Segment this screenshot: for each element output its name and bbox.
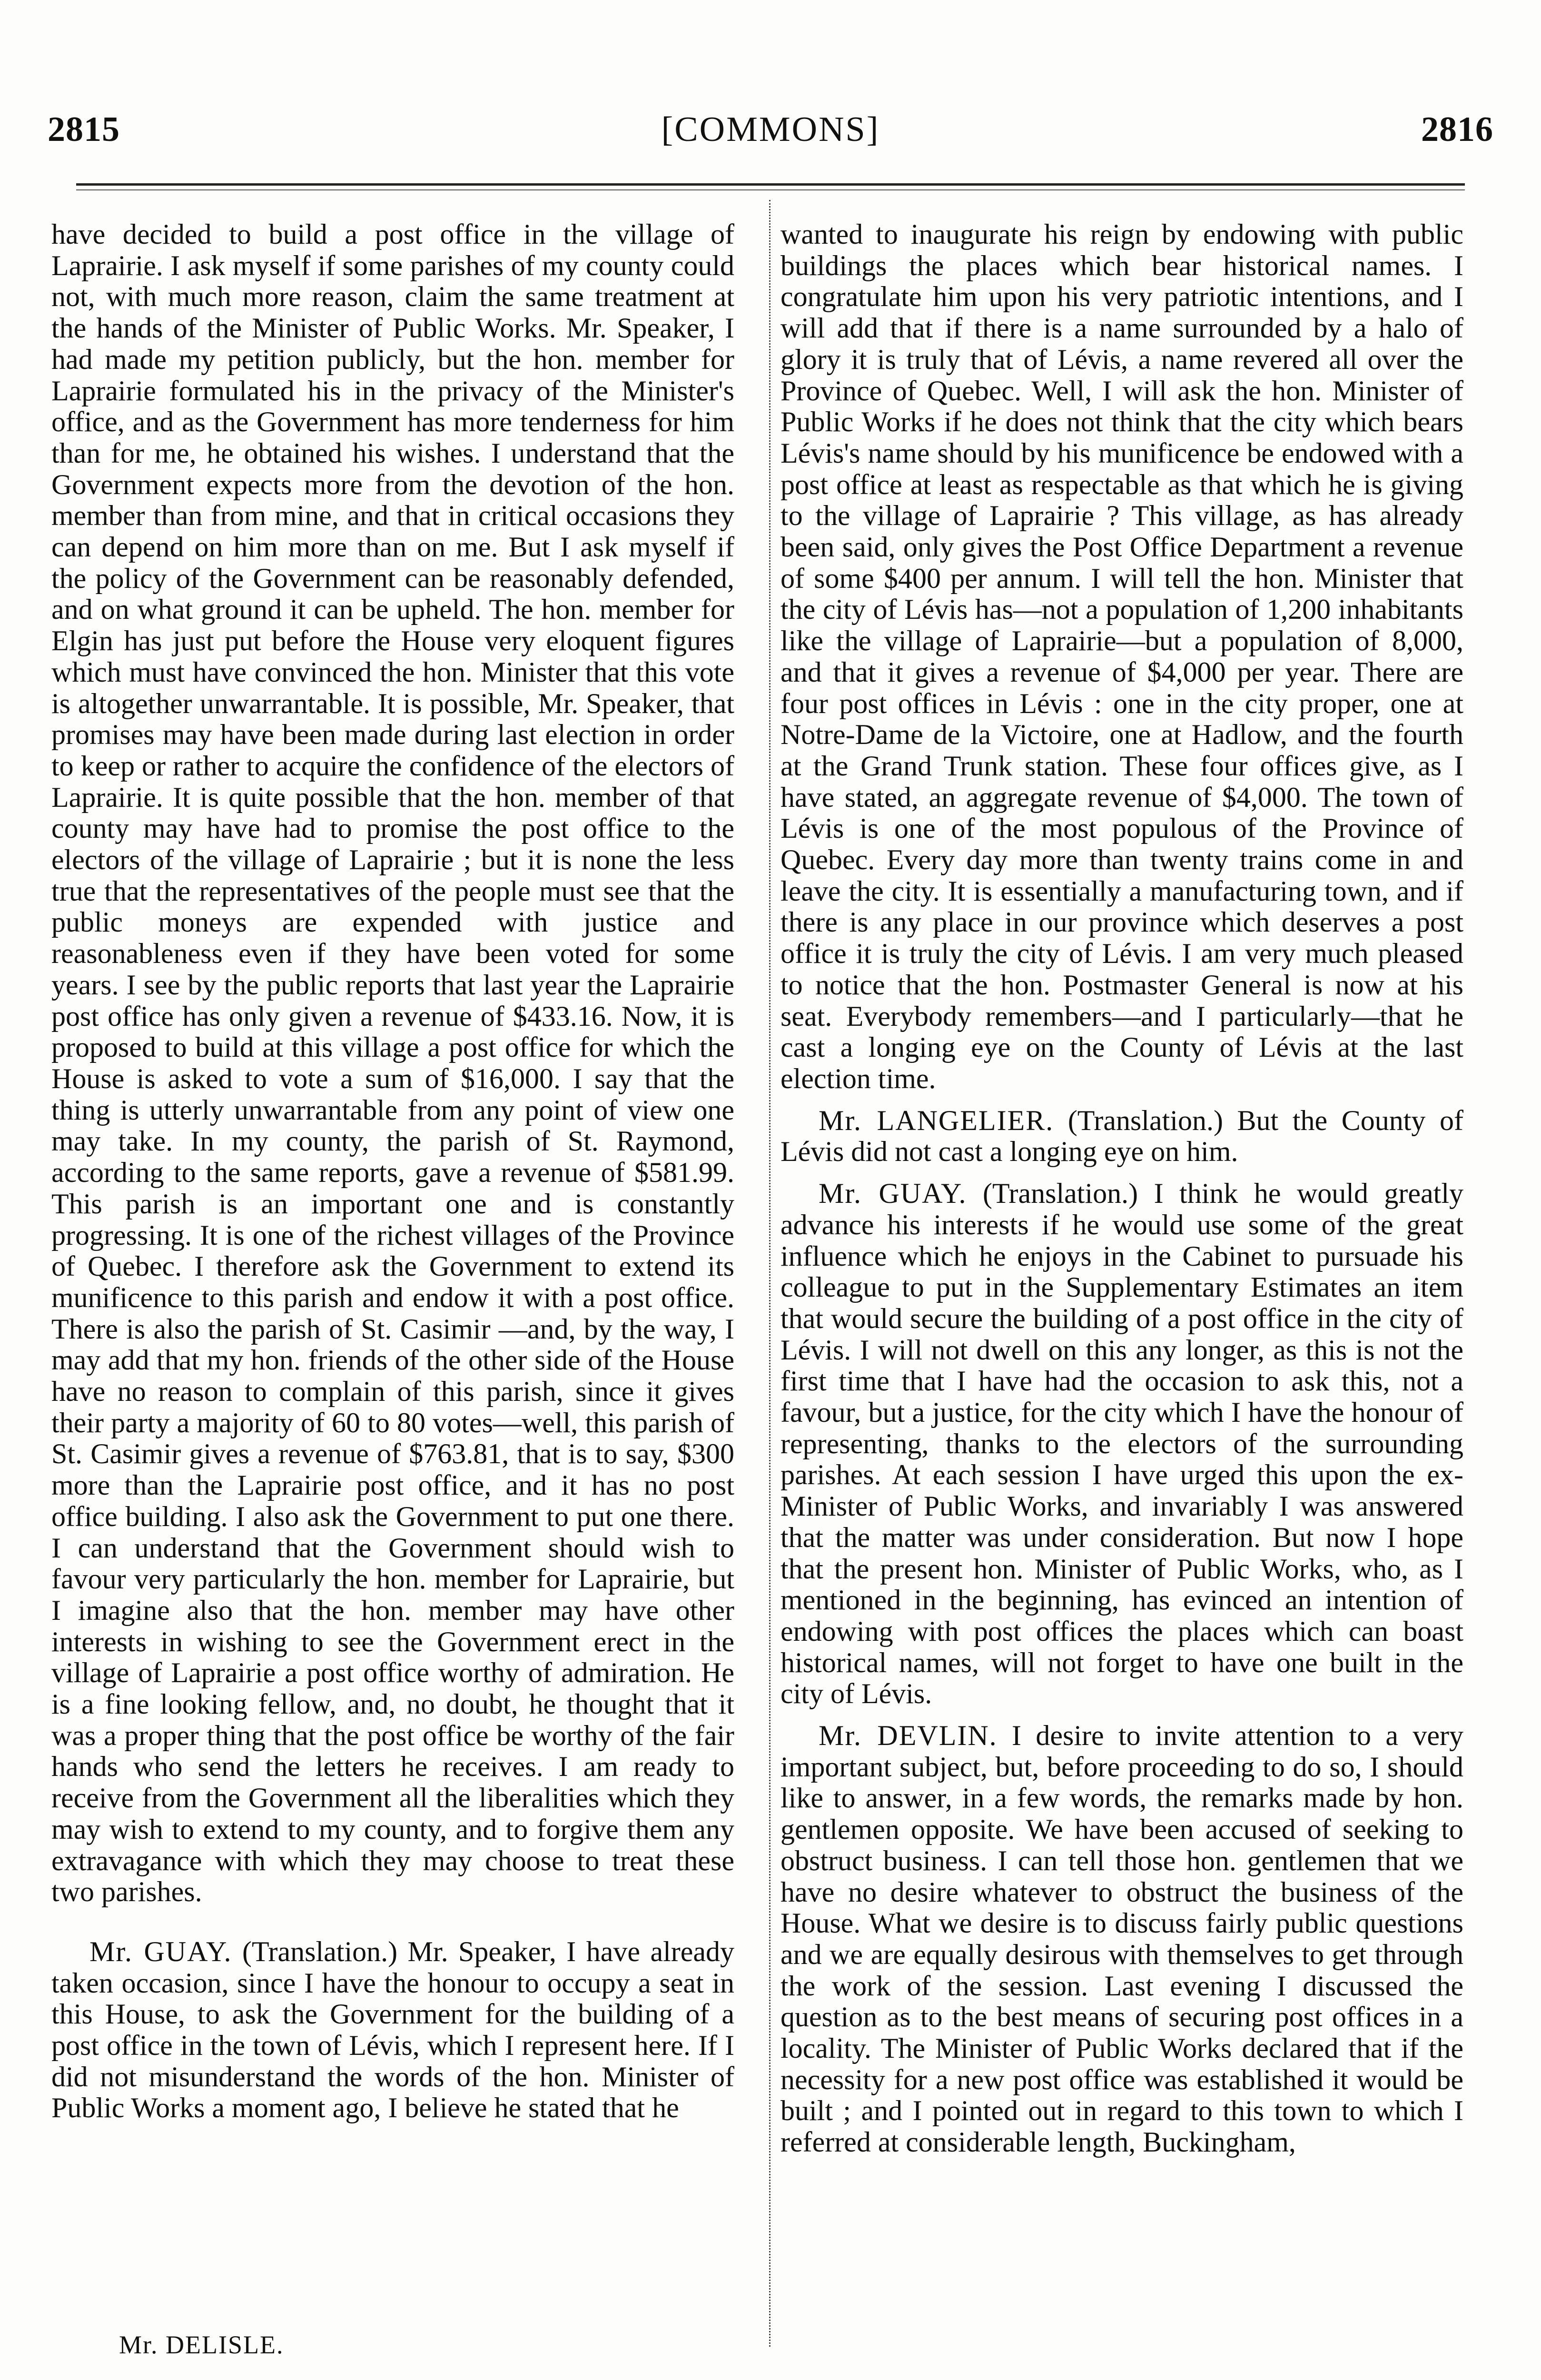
speech-text: (Translation.) But the County of Lévis did not cast a longing eye on him. <box>780 1104 1463 1168</box>
page-number-right: 2816 <box>1421 110 1493 149</box>
speaker-name: Mr. LANGELIER. <box>819 1104 1054 1136</box>
page-number-left: 2815 <box>48 110 120 149</box>
page-title: [COMMONS] <box>661 110 880 149</box>
right-column <box>780 219 1463 2158</box>
paragraph: have decided to build a post office in the village of Laprairie. I ask myself if some parishes of my county could not, with much more reason, claim the same treatment at the hands of the Minister of Public Works. Mr. Speaker, I had made my petition publicly, but the hon. member for Laprairie formulated his in the privacy of the Minister's office, and as the Government has more tenderness for him than for me, he obtained his wishes. I understand that the Government expects more from the devotion of the hon. member than from mine, and that in critical occasions they can depend on him more than on me. But I ask myself if the policy of the Government can be reasonably defended, and on what ground it can be upheld. The hon. member for Elgin has just put before the House very eloquent figures which must have convinced the hon. Minister that this vote is altogether unwarrantable. It is possible, Mr. Speaker, that promises may have been made during last election in order to keep or rather to acquire the confidence of the electors of Laprairie. It is quite possible that the hon. member of that county may have had to promise the post office to the electors of the village of Laprairie ; but it is none the less true that the representatives of the people must see that the public moneys are expended with justice and reasonableness even if they have been voted for some years. I see by the public reports that last year the Laprairie post office has only given a revenue of $433.16. Now, it is proposed to build at this village a post office for which the House is asked to vote a sum of $16,000. I say that the thing is utterly unwarrantable from any point of view one may take. In my county, the parish of St. Raymond, according to the same reports, gave a revenue of $581.99. This parish is an important one and is constantly progressing. It is one of the richest villages of the Province of Quebec. I therefore ask the Government to extend its munificence to this parish and endow it with a post office. There is also the parish of St. Casimir —and, by the way, I may add that my hon. friends of the other side of the House have no reason to complain of this parish, since it gives their party a majority of 60 to 80 votes—well, this parish of St. Casimir gives a revenue of $763.81, that is to say, $300 more than the Laprairie post office, and it has no post office building. I also ask the Government to put one there. I can understand that the Government should wish to favour very particularly the hon. member for Laprairie, but I imagine also that the hon. member may have other interests in wishing to see the Government erect in the village of Laprairie a post office worthy of admiration. He is a fine looking fellow, and, no doubt, he thought that it was a proper thing that the post office be worthy of the fair hands who send the letters he receives. I am ready to receive from the Government all the liberalities which they may wish to extend to my county, and to forgive them any extravagance with which they may choose to treat these two parishes. <box>51 218 734 1908</box>
paragraph-speech <box>780 1178 1463 1710</box>
paragraph: wanted to inaugurate his reign by endowing with public buildings the places which bear historical names. I congratulate him upon his very patriotic intentions, and I will add that if there is a name surrounded by a halo of glory it is truly that of Lévis, a name revered all over the Province of Quebec. Well, I will ask the hon. Minister of Public Works if he does not think that the city which bears Lévis's name should by his munificence be endowed with a post office at least as respectable as that which he is giving to the village of Laprairie ? This village, as has already been said, only gives the Post Office Department a revenue of some $400 per annum. I will tell the hon. Minister that the city of Lévis has—not a population of 1,200 inhabitants like the village of Laprairie—but a population of 8,000, and that it gives a revenue of $4,000 per year. There are four post offices in Lévis : one in the city proper, one at Notre-Dame de la Victoire, one at Hadlow, and the fourth at the Grand Trunk station. These four offices give, as I have stated, an aggregate revenue of $4,000. The town of Lévis is one of the most populous of the Province of Quebec. Every day more than twenty trains come in and leave the city. It is essentially a manufacturing town, and if there is any place in our province which deserves a post office it is truly the city of Lévis. I am very much pleased to notice that the hon. Postmaster General is now at his seat. Everybody remembers—and I particularly—that he cast a longing eye on the County of Lévis at the last election time. <box>780 218 1463 1094</box>
left-column <box>51 219 734 2124</box>
paragraph-speech <box>51 1936 734 2124</box>
speaker-name: Mr. GUAY. <box>819 1178 967 1210</box>
page-header <box>48 109 1493 152</box>
column-divider <box>769 200 770 2347</box>
header-rule-thin <box>76 189 1465 190</box>
speech-text: (Translation.) Mr. Speaker, I have already taken occasion, since I have the honour to occupy a seat in this House, to ask the Government for the building of a post office in the town of Lévis, which I represent here. If I did not misunderstand the words of the hon. Minister of Public Works a moment ago, I believe he stated that he <box>51 1935 734 2124</box>
paragraph-speech <box>780 1105 1463 1168</box>
speech-text: I desire to invite attention to a very important subject, but, before proceeding to do so, I should like to answer, in a few words, the remarks made by hon. gentlemen opposite. We have been accused of seeking to obstruct business. I can tell those hon. gentlemen that we have no desire whatever to obstruct the business of the House. What we desire is to discuss fairly public questions and we are equally desirous with themselves to get through the work of the session. Last evening I discussed the question as to the best means of securing post offices in a locality. The Minister of Public Works declared that if the necessity for a new post office was established it would be built ; and I pointed out in regard to this town to which I referred at considerable length, Buckingham, <box>780 1720 1464 2158</box>
speaker-name: Mr. DEVLIN. <box>819 1720 998 1752</box>
speech-text: (Translation.) I think he would greatly advance his interests if he would use some of the great influence which he enjoys in the Cabinet to pursuade his colleague to put in the Supplementary Estimates an item that would secure the building of a post office in the city of Lévis. I will not dwell on this any longer, as this is not the first time that I have had the occasion to ask this, not a favour, but a justice, for the city which I have the honour of representing, thanks to the electors of the surrounding parishes. At each session I have urged this upon the ex-Minister of Public Works, and invariably I was answered that the matter was under consideration. But now I hope that the present hon. Minister of Public Works, who, as I mentioned in the beginning, has evinced an intention of endowing with post offices the places which can boast historical names, will not forget to have one built in the city of Lévis. <box>780 1178 1463 1710</box>
speaker-name: Mr. GUAY. <box>89 1935 232 1967</box>
page-footer: Mr. DELISLE. <box>119 2330 284 2359</box>
paragraph-speech <box>780 1720 1463 2158</box>
header-rule <box>76 183 1465 186</box>
